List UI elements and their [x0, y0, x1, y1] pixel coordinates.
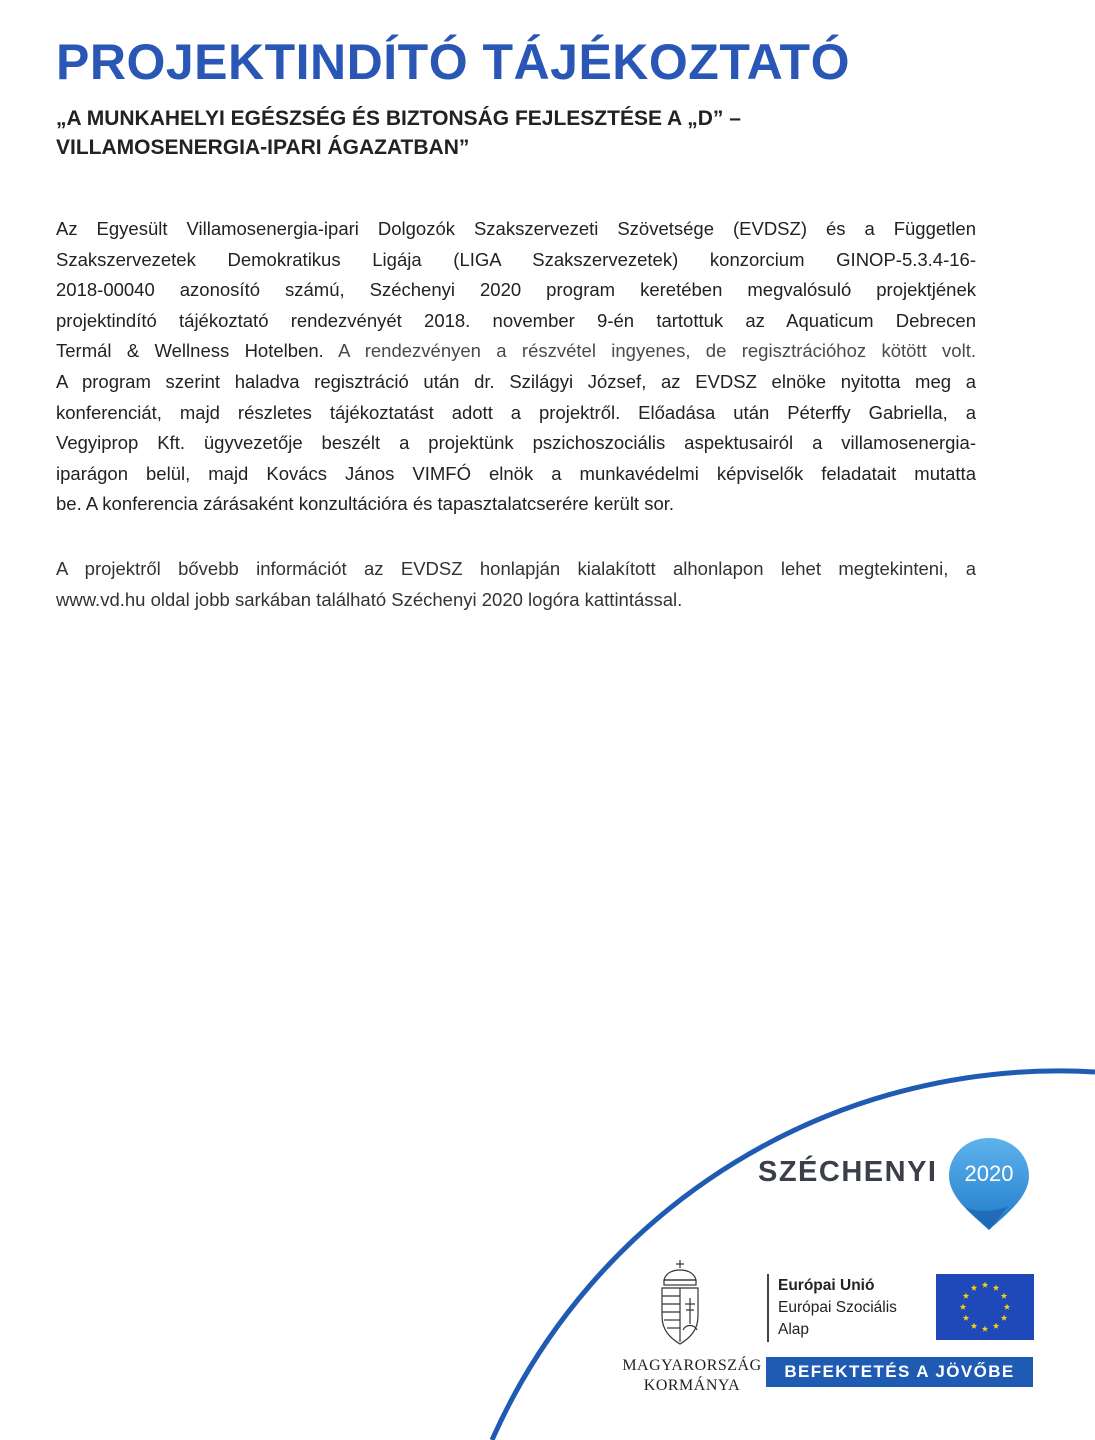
paragraph-line: A program szerint haladva regisztráció után dr. Szilágyi József, az EVDSZ elnöke nyitotta meg a	[56, 370, 976, 392]
szechenyi-logo-text: SZÉCHENYI	[758, 1156, 938, 1188]
gov-line-2: KORMÁNYA	[643, 1377, 741, 1394]
paragraph-line: konferenciát, majd részletes tájékoztatást adott a projektről. Előadása után Péterffy Gabriella, a	[56, 401, 976, 423]
subtitle-line-1: „A MUNKAHELYI EGÉSZSÉG ÉS BIZTONSÁG FEJLESZTÉSE A „D” –	[56, 107, 741, 130]
paragraph-line-tail: A rendezvényen a részvétel ingyenes, de regisztrációhoz kötött volt.	[323, 340, 976, 362]
paragraph-line: Vegyiprop Kft. ügyvezetője beszélt a projektünk pszichoszociális aspektusairól a villamosenergia-	[56, 432, 976, 454]
paragraph-line: www.vd.hu oldal jobb sarkában található Széchenyi 2020 logóra kattintással.	[56, 588, 683, 610]
eu-divider	[767, 1274, 769, 1342]
eu-line-1: Európai Unió	[778, 1277, 875, 1294]
eu-line-3: Alap	[778, 1321, 810, 1338]
paragraph-line: 2018-00040 azonosító számú, Széchenyi 2020 program keretében megvalósuló projektjének	[56, 279, 976, 301]
eu-text-block	[778, 1275, 897, 1341]
paragraph-line: be. A konferencia zárásaként konzultációra és tapasztalatcserére került sor.	[56, 493, 675, 515]
page-title: PROJEKTINDÍTÓ TÁJÉKOZTATÓ	[56, 34, 850, 90]
gov-line-1: MAGYARORSZÁG	[622, 1357, 762, 1374]
paragraph-line: Szakszervezetek Demokratikus Ligája (LIGA Szakszervezetek) konzorcium GINOP-5.3.4-16-	[56, 248, 976, 270]
subtitle-line-2: VILLAMOSENERGIA-IPARI ÁGAZATBAN”	[56, 136, 470, 159]
szechenyi-pin-icon	[946, 1136, 1032, 1232]
paragraph-line: Az Egyesült Villamosenergia-ipari Dolgozók Szakszervezeti Szövetsége (EVDSZ) és a Független	[56, 218, 976, 239]
paragraph-line: iparágon belül, majd Kovács János VIMFÓ elnök a munkavédelmi képviselők feladatait mutatta	[56, 462, 976, 484]
eu-flag-icon	[936, 1274, 1034, 1340]
paragraph-line: projektindító tájékoztató rendezvényét 2018. november 9-én tartottuk az Aquaticum Debrecen	[56, 309, 976, 331]
government-name	[612, 1356, 772, 1396]
invest-banner: BEFEKTETÉS A JÖVŐBE	[766, 1357, 1033, 1387]
paragraph-line: A projektről bővebb információt az EVDSZ honlapján kialakított alhonlapon lehet megtekinteni, a	[56, 558, 976, 579]
paragraph-line-lead: Termál & Wellness Hotelben.	[56, 340, 324, 362]
hungarian-crest-icon	[656, 1258, 704, 1348]
szechenyi-year: 2020	[964, 1161, 1014, 1186]
eu-line-2: Európai Szociális	[778, 1299, 897, 1316]
